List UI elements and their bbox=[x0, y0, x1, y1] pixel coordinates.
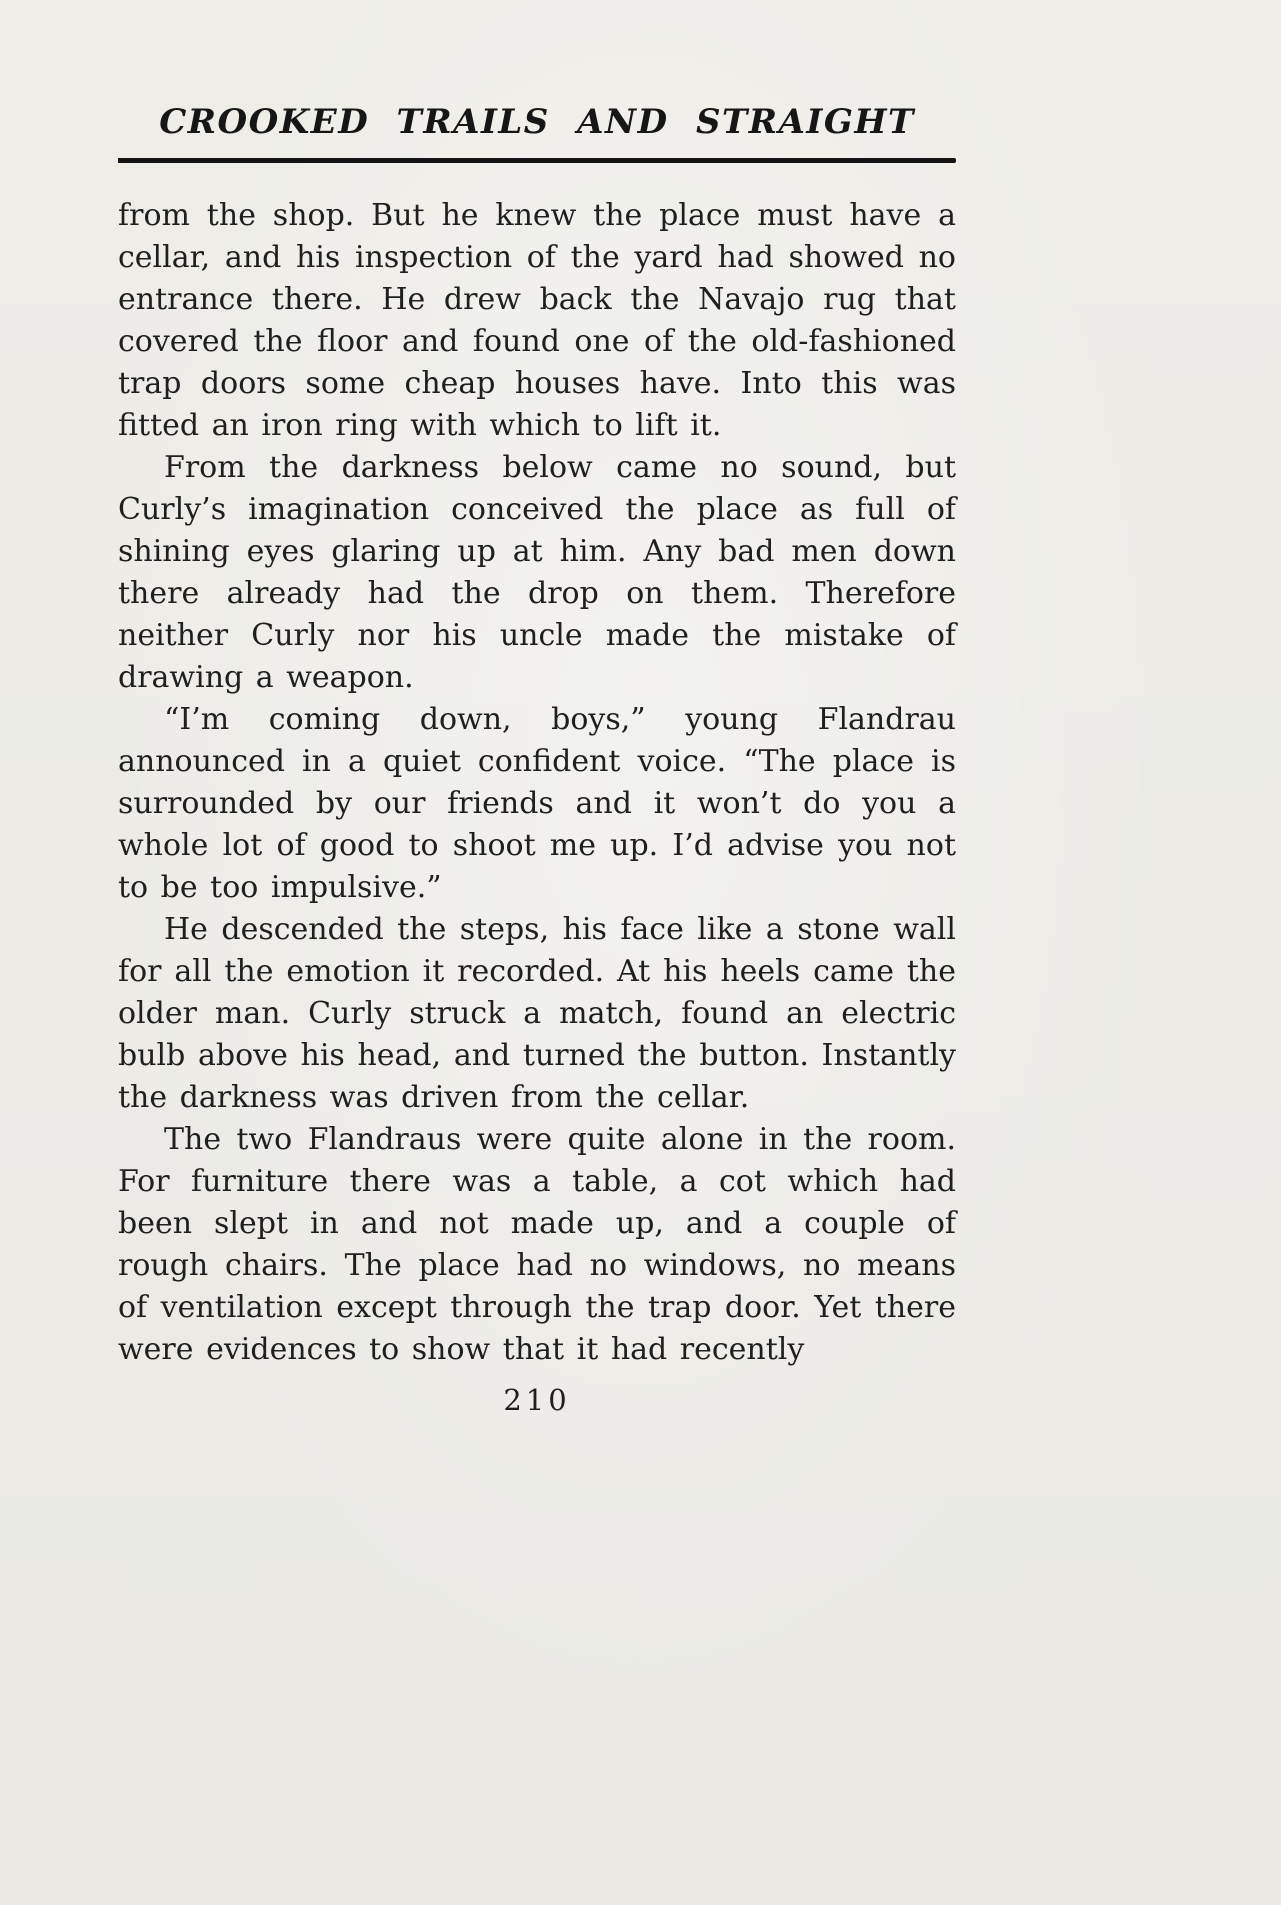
paragraph: “I’m coming down, boys,” young Flandrau announced in a quiet confident voice. “The place is surrounded by our friends and it won’t do you a whole lot of good to shoot me up. I’d advise you not to be too impulsive.” bbox=[118, 702, 956, 905]
paragraph: from the shop. But he knew the place must have a cellar, and his inspection of the yard had showed no entrance there. He drew back the Navajo rug that covered the floor and found one of the old-fashioned trap doors some cheap houses have. Into this was fitted an iron ring with which to lift it. bbox=[118, 198, 956, 443]
paragraph: He descended the steps, his face like a stone wall for all the emotion it recorded. At his heels came the older man. Curly struck a match, found an electric bulb above his head, and turned the button. Instantly the darkness was driven from the cellar. bbox=[118, 912, 956, 1115]
header-rule bbox=[118, 158, 956, 163]
paragraph: The two Flandraus were quite alone in the room. For furniture there was a table, a cot which had been slept in and not made up, and a couple of rough chairs. The place had no windows, no means of ventilation except through the trap door. Yet there were evidences to show that it had recently bbox=[118, 1122, 956, 1367]
text-column bbox=[118, 0, 956, 1417]
paragraph: From the darkness below came no sound, but Curly’s imagination conceived the place as full of shining eyes glaring up at him. Any bad men down there already had the drop on them. Therefore neither Curly nor his uncle made the mistake of drawing a weapon. bbox=[118, 450, 956, 695]
body-text bbox=[118, 195, 956, 1371]
running-head-title: CROOKED TRAILS AND STRAIGHT bbox=[159, 102, 915, 142]
page-number: 210 bbox=[503, 1383, 571, 1417]
